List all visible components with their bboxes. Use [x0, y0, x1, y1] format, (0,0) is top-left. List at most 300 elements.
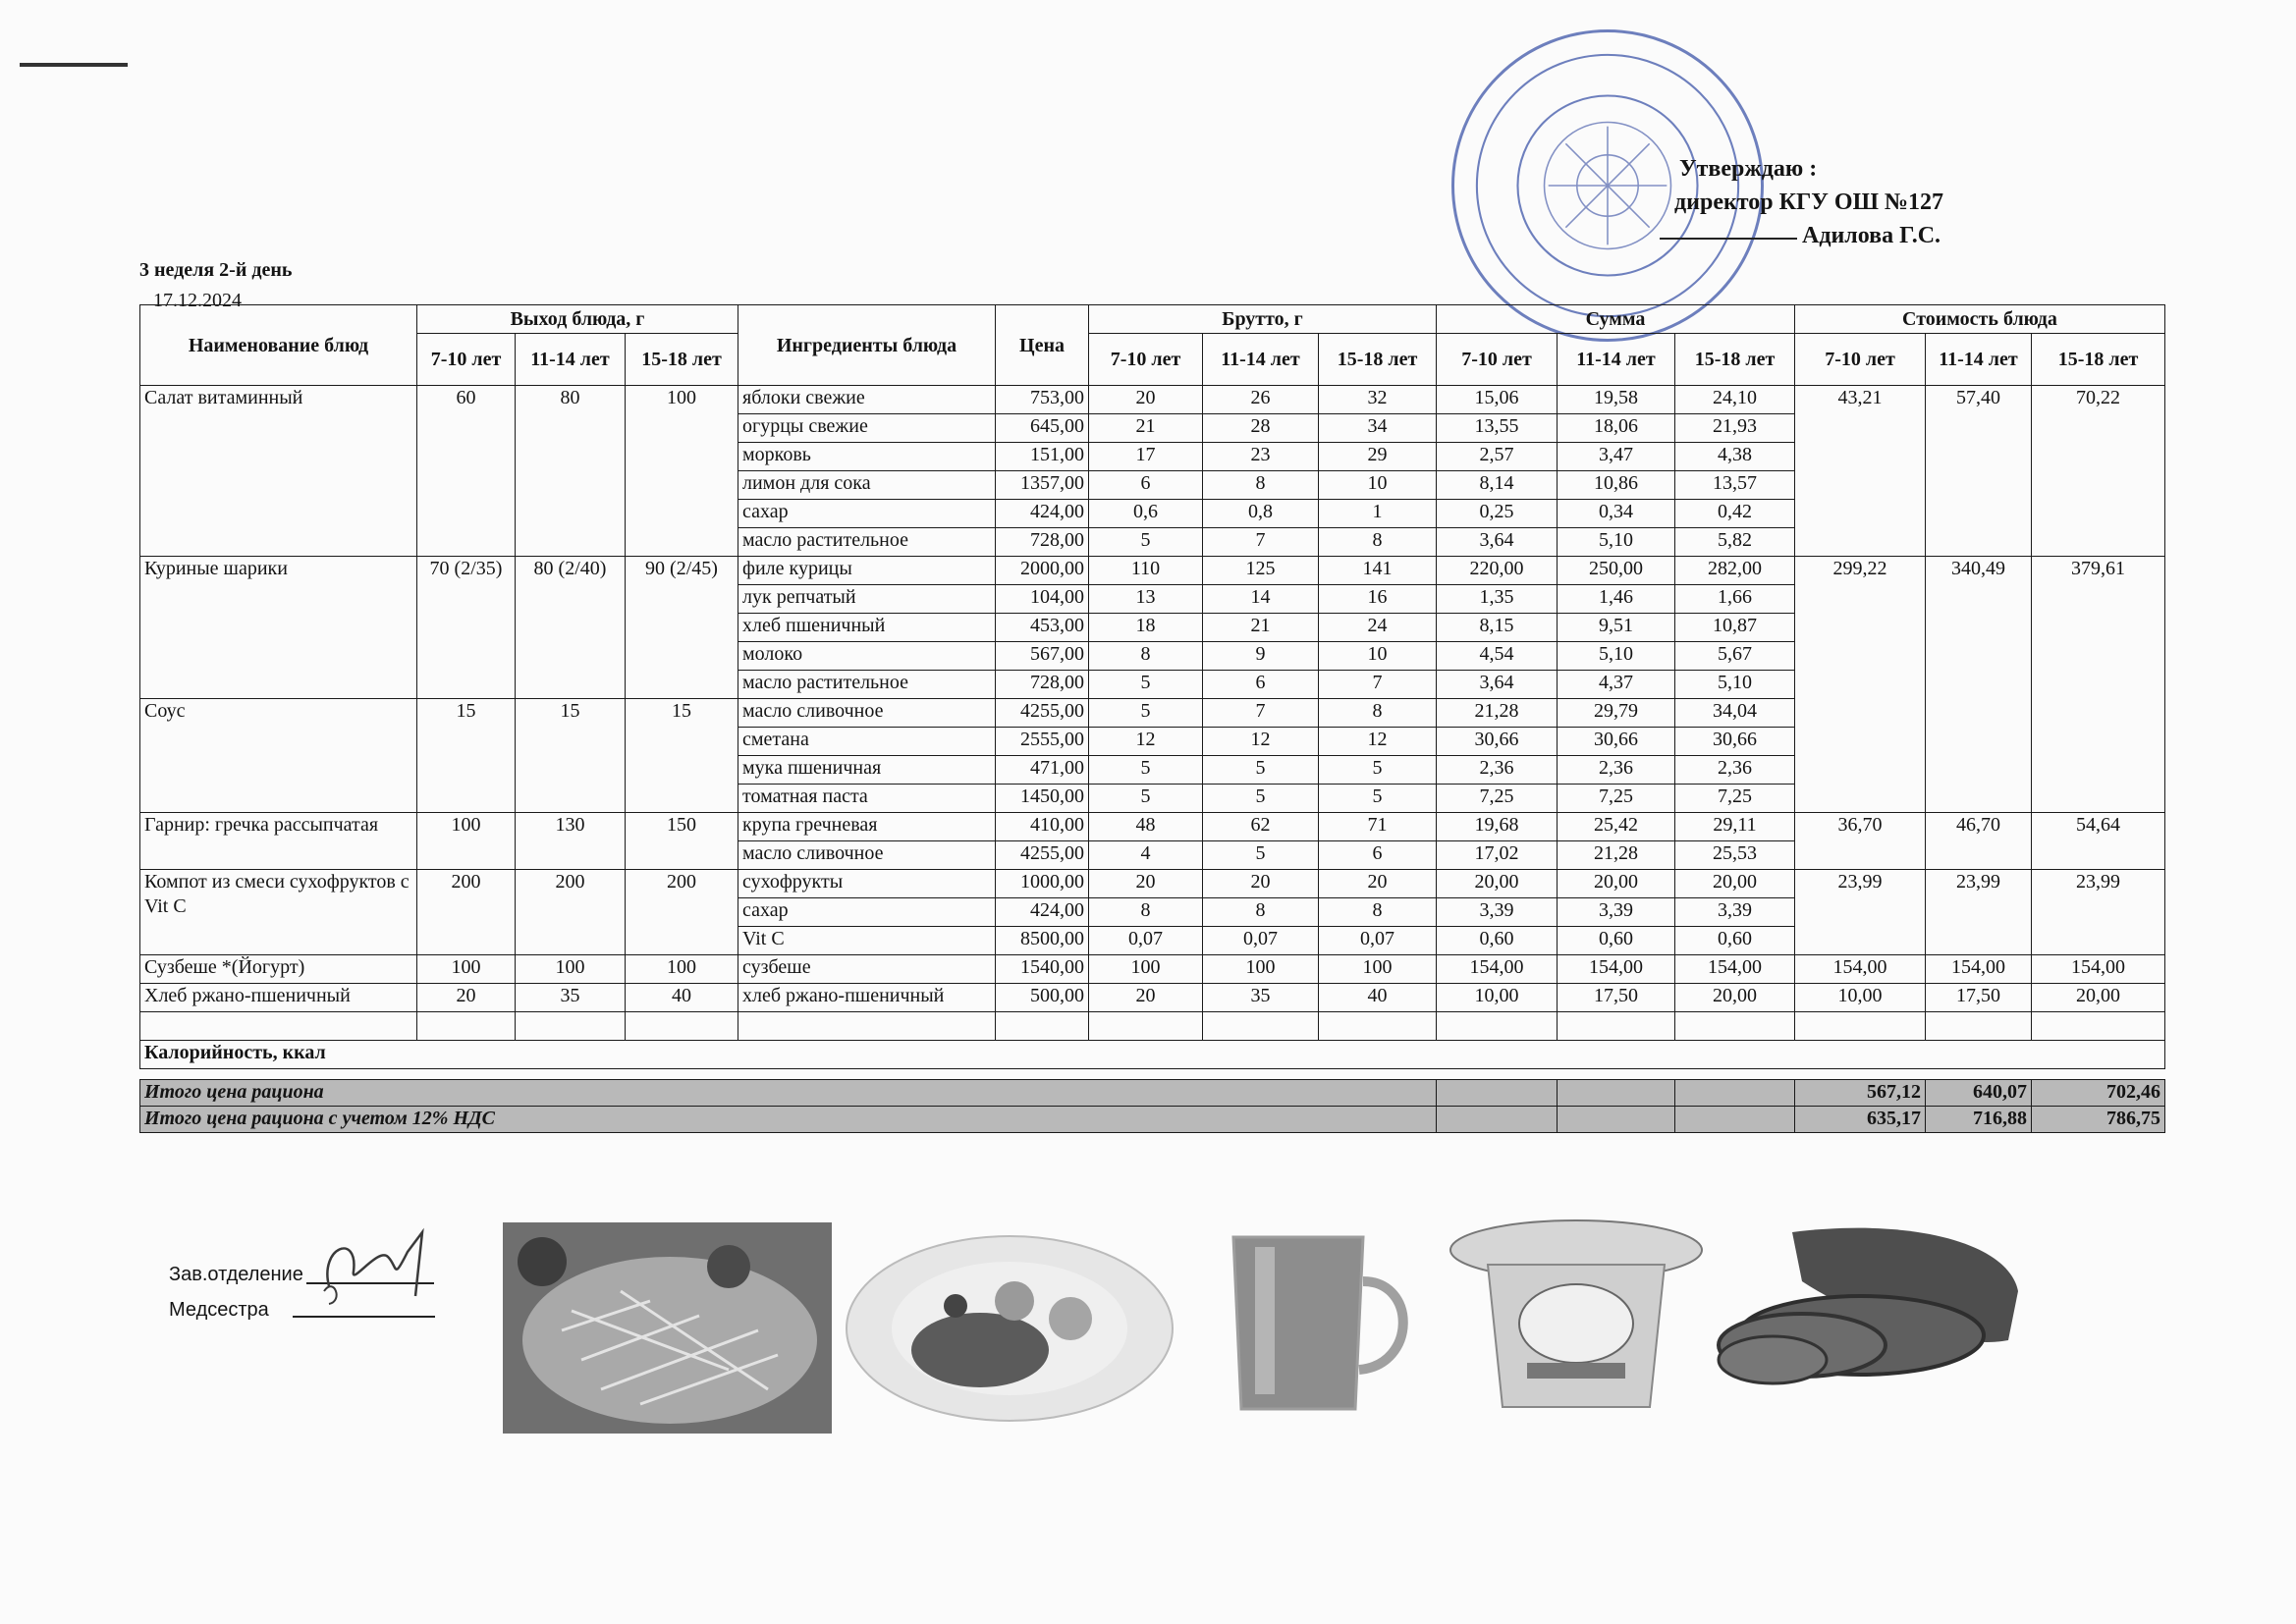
calories-label: Калорийность, ккал [140, 1041, 2165, 1069]
ingredient-sum: 20,00 [1558, 870, 1675, 898]
dish-yield: 15 [516, 699, 626, 813]
header-age-cost: 7-10 лет [1795, 334, 1926, 386]
ingredient-sum: 282,00 [1675, 557, 1795, 585]
ingredient-gross: 21 [1203, 614, 1319, 642]
ingredient-price: 424,00 [996, 898, 1089, 927]
ingredient-name: филе курицы [738, 557, 996, 585]
empty-cell [1795, 1012, 1926, 1041]
total-vat-value: 716,88 [1926, 1107, 2032, 1133]
ingredient-gross: 20 [1203, 870, 1319, 898]
ingredient-sum: 24,10 [1675, 386, 1795, 414]
salad-photo [503, 1222, 832, 1434]
dish-yield: 80 [516, 386, 626, 557]
ingredient-sum: 21,28 [1558, 841, 1675, 870]
total-blank [1558, 1080, 1675, 1107]
ingredient-gross: 48 [1089, 813, 1203, 841]
ingredient-sum: 0,42 [1675, 500, 1795, 528]
ingredient-gross: 62 [1203, 813, 1319, 841]
signatures-block [169, 1257, 303, 1327]
dish-yield: 80 (2/40) [516, 557, 626, 699]
empty-cell [1675, 1012, 1795, 1041]
ingredient-sum: 220,00 [1437, 557, 1558, 585]
menu-table [139, 304, 2165, 1133]
header-yield: Выход блюда, г [417, 305, 738, 334]
dish-cost: 340,49 [1926, 557, 2032, 813]
ingredient-sum: 17,50 [1558, 984, 1675, 1012]
ingredient-sum: 25,53 [1675, 841, 1795, 870]
ingredient-name: масло сливочное [738, 841, 996, 870]
ingredient-name: масло растительное [738, 671, 996, 699]
dish-yield: 150 [626, 813, 738, 870]
ingredient-gross: 5 [1203, 785, 1319, 813]
ingredient-sum: 34,04 [1675, 699, 1795, 728]
approval-position: директор КГУ ОШ №127 [1674, 189, 1944, 215]
ingredient-sum: 10,00 [1437, 984, 1558, 1012]
ingredient-name: мука пшеничная [738, 756, 996, 785]
dish-cost: 23,99 [1926, 870, 2032, 955]
calories-row [140, 1041, 2165, 1069]
dish-yield: 15 [417, 699, 516, 813]
dish-name: Хлеб ржано-пшеничный [140, 984, 417, 1012]
ingredient-sum: 7,25 [1437, 785, 1558, 813]
ingredient-gross: 14 [1203, 585, 1319, 614]
ingredient-price: 645,00 [996, 414, 1089, 443]
ingredient-sum: 4,37 [1558, 671, 1675, 699]
dish-yield: 20 [417, 984, 516, 1012]
ingredient-name: Vit C [738, 927, 996, 955]
menu-date: 17.12.2024 [153, 290, 242, 311]
ingredient-sum: 7,25 [1675, 785, 1795, 813]
dish-yield: 200 [516, 870, 626, 955]
dish-name: Соус [140, 699, 417, 813]
dish-yield: 200 [626, 870, 738, 955]
total-vat-value: 786,75 [2032, 1107, 2165, 1133]
header-row [140, 305, 2165, 334]
header-age-yield: 11-14 лет [516, 334, 626, 386]
ingredient-sum: 5,67 [1675, 642, 1795, 671]
ingredient-price: 151,00 [996, 443, 1089, 471]
ingredient-sum: 2,36 [1675, 756, 1795, 785]
dish-yield: 200 [417, 870, 516, 955]
ingredient-price: 8500,00 [996, 927, 1089, 955]
ingredient-gross: 8 [1319, 528, 1437, 557]
total-label: Итого цена рациона [140, 1080, 1437, 1107]
ingredient-name: хлеб ржано-пшеничный [738, 984, 996, 1012]
empty-cell [516, 1012, 626, 1041]
ingredient-gross: 28 [1203, 414, 1319, 443]
ingredient-gross: 8 [1203, 471, 1319, 500]
empty-cell [140, 1012, 417, 1041]
ingredient-name: яблоки свежие [738, 386, 996, 414]
dish-cost: 54,64 [2032, 813, 2165, 870]
total-value: 702,46 [2032, 1080, 2165, 1107]
header-age-gross: 15-18 лет [1319, 334, 1437, 386]
dish-name: Гарнир: гречка рассыпчатая [140, 813, 417, 870]
ingredient-row [140, 813, 2165, 841]
empty-cell [417, 1012, 516, 1041]
signature-nurse-line [293, 1316, 435, 1318]
ingredient-sum: 8,15 [1437, 614, 1558, 642]
empty-cell [738, 1012, 996, 1041]
dish-cost: 154,00 [2032, 955, 2165, 984]
dish-yield: 100 [626, 386, 738, 557]
empty-cell [626, 1012, 738, 1041]
header-dish: Наименование блюд [140, 305, 417, 386]
dish-cost: 43,21 [1795, 386, 1926, 557]
dish-yield: 100 [417, 813, 516, 870]
ingredient-gross: 29 [1319, 443, 1437, 471]
ingredient-name: сахар [738, 898, 996, 927]
header-age-sum: 7-10 лет [1437, 334, 1558, 386]
ingredient-gross: 125 [1203, 557, 1319, 585]
header-age-sum: 15-18 лет [1675, 334, 1795, 386]
ingredient-price: 424,00 [996, 500, 1089, 528]
total-vat-label: Итого цена рациона с учетом 12% НДС [140, 1107, 1437, 1133]
dish-yield: 60 [417, 386, 516, 557]
ingredient-name: томатная паста [738, 785, 996, 813]
ingredient-row [140, 955, 2165, 984]
dish-name: Салат витаминный [140, 386, 417, 557]
total-vat-row [140, 1107, 2165, 1133]
ingredient-gross: 5 [1319, 785, 1437, 813]
ingredient-price: 4255,00 [996, 841, 1089, 870]
ingredient-sum: 5,10 [1675, 671, 1795, 699]
ingredient-sum: 0,25 [1437, 500, 1558, 528]
ingredient-gross: 100 [1089, 955, 1203, 984]
header-age-sum: 11-14 лет [1558, 334, 1675, 386]
approval-signature-line [1660, 238, 1797, 240]
empty-cell [1558, 1012, 1675, 1041]
ingredient-sum: 18,06 [1558, 414, 1675, 443]
ingredient-sum: 13,57 [1675, 471, 1795, 500]
ingredient-sum: 4,54 [1437, 642, 1558, 671]
ingredient-gross: 71 [1319, 813, 1437, 841]
dish-name: Куриные шарики [140, 557, 417, 699]
ingredient-gross: 0,8 [1203, 500, 1319, 528]
ingredient-sum: 1,66 [1675, 585, 1795, 614]
ingredient-gross: 5 [1089, 528, 1203, 557]
spacer-row [140, 1069, 2165, 1080]
ingredient-gross: 7 [1203, 699, 1319, 728]
ingredient-price: 104,00 [996, 585, 1089, 614]
total-blank [1437, 1080, 1558, 1107]
ingredient-sum: 20,00 [1675, 984, 1795, 1012]
ingredient-gross: 8 [1203, 898, 1319, 927]
empty-cell [1319, 1012, 1437, 1041]
dish-yield: 100 [516, 955, 626, 984]
ingredient-row [140, 984, 2165, 1012]
ingredient-gross: 16 [1319, 585, 1437, 614]
ingredient-sum: 30,66 [1675, 728, 1795, 756]
ingredient-gross: 35 [1203, 984, 1319, 1012]
ingredient-gross: 20 [1089, 870, 1203, 898]
ingredient-gross: 0,6 [1089, 500, 1203, 528]
ingredient-gross: 20 [1089, 984, 1203, 1012]
top-dash-mark [20, 63, 128, 67]
ingredient-sum: 2,36 [1437, 756, 1558, 785]
ingredient-price: 471,00 [996, 756, 1089, 785]
ingredient-sum: 10,87 [1675, 614, 1795, 642]
ingredient-sum: 4,38 [1675, 443, 1795, 471]
ingredient-gross: 12 [1319, 728, 1437, 756]
ingredient-sum: 29,79 [1558, 699, 1675, 728]
header-ingredients: Ингредиенты блюда [738, 305, 996, 386]
dish-yield: 90 (2/45) [626, 557, 738, 699]
ingredient-gross: 10 [1319, 471, 1437, 500]
ingredient-sum: 3,39 [1437, 898, 1558, 927]
header-age-gross: 11-14 лет [1203, 334, 1319, 386]
dish-cost: 46,70 [1926, 813, 2032, 870]
ingredient-sum: 0,60 [1675, 927, 1795, 955]
ingredient-sum: 154,00 [1675, 955, 1795, 984]
dish-cost: 23,99 [1795, 870, 1926, 955]
empty-cell [1089, 1012, 1203, 1041]
empty-row [140, 1012, 2165, 1041]
handwritten-signature [300, 1227, 466, 1306]
ingredient-price: 567,00 [996, 642, 1089, 671]
ingredient-name: сметана [738, 728, 996, 756]
total-vat-blank [1437, 1107, 1558, 1133]
ingredient-sum: 154,00 [1558, 955, 1675, 984]
total-value: 640,07 [1926, 1080, 2032, 1107]
ingredient-name: сухофрукты [738, 870, 996, 898]
ingredient-name: морковь [738, 443, 996, 471]
total-vat-value: 635,17 [1795, 1107, 1926, 1133]
ingredient-gross: 32 [1319, 386, 1437, 414]
ingredient-gross: 5 [1089, 699, 1203, 728]
ingredient-gross: 9 [1203, 642, 1319, 671]
total-vat-blank [1558, 1107, 1675, 1133]
ingredient-sum: 2,36 [1558, 756, 1675, 785]
ingredient-price: 728,00 [996, 671, 1089, 699]
ingredient-name: сузбеше [738, 955, 996, 984]
ingredient-gross: 23 [1203, 443, 1319, 471]
dish-yield: 15 [626, 699, 738, 813]
ingredient-gross: 8 [1319, 898, 1437, 927]
ingredient-gross: 34 [1319, 414, 1437, 443]
ingredient-sum: 9,51 [1558, 614, 1675, 642]
ingredient-sum: 0,60 [1558, 927, 1675, 955]
ingredient-sum: 15,06 [1437, 386, 1558, 414]
ingredient-sum: 5,10 [1558, 528, 1675, 557]
spacer-cell [140, 1069, 2165, 1080]
yogurt-cup-photo [1444, 1216, 1709, 1417]
ingredient-name: хлеб пшеничный [738, 614, 996, 642]
total-vat-blank [1675, 1107, 1795, 1133]
ingredient-gross: 100 [1203, 955, 1319, 984]
ingredient-gross: 24 [1319, 614, 1437, 642]
empty-cell [1926, 1012, 2032, 1041]
ingredient-sum: 10,86 [1558, 471, 1675, 500]
dish-yield: 130 [516, 813, 626, 870]
dish-yield: 35 [516, 984, 626, 1012]
ingredient-price: 1450,00 [996, 785, 1089, 813]
dish-cost: 23,99 [2032, 870, 2165, 955]
ingredient-gross: 0,07 [1203, 927, 1319, 955]
ingredient-sum: 30,66 [1558, 728, 1675, 756]
dish-yield: 100 [417, 955, 516, 984]
header-age-cost: 11-14 лет [1926, 334, 2032, 386]
ingredient-sum: 3,39 [1675, 898, 1795, 927]
empty-cell [2032, 1012, 2165, 1041]
ingredient-gross: 7 [1319, 671, 1437, 699]
ingredient-gross: 12 [1089, 728, 1203, 756]
ingredient-name: масло растительное [738, 528, 996, 557]
ingredient-gross: 5 [1203, 756, 1319, 785]
ingredient-sum: 2,57 [1437, 443, 1558, 471]
total-blank [1675, 1080, 1795, 1107]
ingredient-sum: 1,35 [1437, 585, 1558, 614]
dish-yield: 100 [626, 955, 738, 984]
ingredient-row [140, 870, 2165, 898]
dish-yield: 70 (2/35) [417, 557, 516, 699]
ingredient-gross: 5 [1319, 756, 1437, 785]
ingredient-sum: 29,11 [1675, 813, 1795, 841]
ingredient-gross: 0,07 [1089, 927, 1203, 955]
ingredient-sum: 3,47 [1558, 443, 1675, 471]
ingredient-sum: 20,00 [1675, 870, 1795, 898]
dish-cost: 57,40 [1926, 386, 2032, 557]
ingredient-name: масло сливочное [738, 699, 996, 728]
header-age-yield: 15-18 лет [626, 334, 738, 386]
dish-cost: 36,70 [1795, 813, 1926, 870]
ingredient-gross: 21 [1089, 414, 1203, 443]
empty-cell [1437, 1012, 1558, 1041]
ingredient-name: огурцы свежие [738, 414, 996, 443]
ingredient-price: 4255,00 [996, 699, 1089, 728]
rye-bread-photo [1714, 1222, 2023, 1389]
signature-nurse-label: Медсестра [169, 1299, 269, 1321]
ingredient-gross: 26 [1203, 386, 1319, 414]
dish-cost: 10,00 [1795, 984, 1926, 1012]
header-sum: Сумма [1437, 305, 1795, 334]
week-day-title: 3 неделя 2-й день [139, 259, 293, 281]
ingredient-price: 1000,00 [996, 870, 1089, 898]
empty-cell [996, 1012, 1089, 1041]
ingredient-gross: 8 [1089, 898, 1203, 927]
ingredient-gross: 40 [1319, 984, 1437, 1012]
ingredient-sum: 3,39 [1558, 898, 1675, 927]
ingredient-sum: 3,64 [1437, 671, 1558, 699]
ingredient-row [140, 557, 2165, 585]
ingredient-sum: 30,66 [1437, 728, 1558, 756]
header-age-row [140, 334, 2165, 386]
dish-cost: 20,00 [2032, 984, 2165, 1012]
dish-cost: 379,61 [2032, 557, 2165, 813]
ingredient-gross: 141 [1319, 557, 1437, 585]
ingredient-gross: 0,07 [1319, 927, 1437, 955]
ingredient-row [140, 386, 2165, 414]
ingredient-gross: 7 [1203, 528, 1319, 557]
ingredient-price: 2000,00 [996, 557, 1089, 585]
empty-cell [1203, 1012, 1319, 1041]
approval-person: Адилова Г.С. [1802, 223, 1941, 248]
ingredient-sum: 5,82 [1675, 528, 1795, 557]
ingredient-gross: 8 [1089, 642, 1203, 671]
ingredient-sum: 19,68 [1437, 813, 1558, 841]
header-age-gross: 7-10 лет [1089, 334, 1203, 386]
ingredient-sum: 21,93 [1675, 414, 1795, 443]
header-age-yield: 7-10 лет [417, 334, 516, 386]
ingredient-sum: 20,00 [1437, 870, 1558, 898]
ingredient-sum: 17,02 [1437, 841, 1558, 870]
ingredient-gross: 8 [1319, 699, 1437, 728]
ingredient-sum: 19,58 [1558, 386, 1675, 414]
ingredient-sum: 3,64 [1437, 528, 1558, 557]
ingredient-sum: 154,00 [1437, 955, 1558, 984]
ingredient-gross: 5 [1089, 671, 1203, 699]
ingredient-gross: 18 [1089, 614, 1203, 642]
ingredient-price: 500,00 [996, 984, 1089, 1012]
ingredient-sum: 7,25 [1558, 785, 1675, 813]
ingredient-gross: 6 [1203, 671, 1319, 699]
ingredient-sum: 25,42 [1558, 813, 1675, 841]
dish-cost: 299,22 [1795, 557, 1926, 813]
ingredient-gross: 110 [1089, 557, 1203, 585]
ingredient-price: 453,00 [996, 614, 1089, 642]
header-price: Цена [996, 305, 1089, 386]
total-value: 567,12 [1795, 1080, 1926, 1107]
ingredient-gross: 4 [1089, 841, 1203, 870]
ingredient-gross: 100 [1319, 955, 1437, 984]
dish-cost: 17,50 [1926, 984, 2032, 1012]
total-row [140, 1080, 2165, 1107]
ingredient-sum: 5,10 [1558, 642, 1675, 671]
ingredient-gross: 10 [1319, 642, 1437, 671]
ingredient-gross: 1 [1319, 500, 1437, 528]
ingredient-sum: 250,00 [1558, 557, 1675, 585]
ingredient-sum: 0,34 [1558, 500, 1675, 528]
signature-head-label: Зав.отделение [169, 1264, 303, 1285]
header-age-cost: 15-18 лет [2032, 334, 2165, 386]
ingredient-sum: 13,55 [1437, 414, 1558, 443]
ingredient-price: 1540,00 [996, 955, 1089, 984]
ingredient-price: 1357,00 [996, 471, 1089, 500]
ingredient-gross: 6 [1319, 841, 1437, 870]
ingredient-gross: 20 [1089, 386, 1203, 414]
dish-yield: 40 [626, 984, 738, 1012]
dish-cost: 154,00 [1795, 955, 1926, 984]
header-cost: Стоимость блюда [1795, 305, 2165, 334]
ingredient-price: 2555,00 [996, 728, 1089, 756]
dish-name: Компот из смеси сухофруктов с Vit C [140, 870, 417, 955]
approval-title: Утверждаю : [1679, 156, 1818, 182]
ingredient-gross: 13 [1089, 585, 1203, 614]
ingredient-sum: 0,60 [1437, 927, 1558, 955]
ingredient-name: крупа гречневая [738, 813, 996, 841]
header-gross: Брутто, г [1089, 305, 1437, 334]
ingredient-sum: 1,46 [1558, 585, 1675, 614]
ingredient-sum: 8,14 [1437, 471, 1558, 500]
ingredient-name: сахар [738, 500, 996, 528]
ingredient-gross: 20 [1319, 870, 1437, 898]
chicken-balls-photo [843, 1232, 1176, 1424]
ingredient-gross: 17 [1089, 443, 1203, 471]
dish-cost: 154,00 [1926, 955, 2032, 984]
ingredient-name: молоко [738, 642, 996, 671]
compote-cup-photo [1216, 1227, 1427, 1419]
ingredient-price: 728,00 [996, 528, 1089, 557]
ingredient-gross: 5 [1089, 756, 1203, 785]
ingredient-gross: 5 [1089, 785, 1203, 813]
ingredient-name: лимон для сока [738, 471, 996, 500]
ingredient-price: 410,00 [996, 813, 1089, 841]
ingredient-gross: 5 [1203, 841, 1319, 870]
ingredient-gross: 12 [1203, 728, 1319, 756]
dish-name: Сузбеше *(Йогурт) [140, 955, 417, 984]
ingredient-price: 753,00 [996, 386, 1089, 414]
ingredient-gross: 6 [1089, 471, 1203, 500]
